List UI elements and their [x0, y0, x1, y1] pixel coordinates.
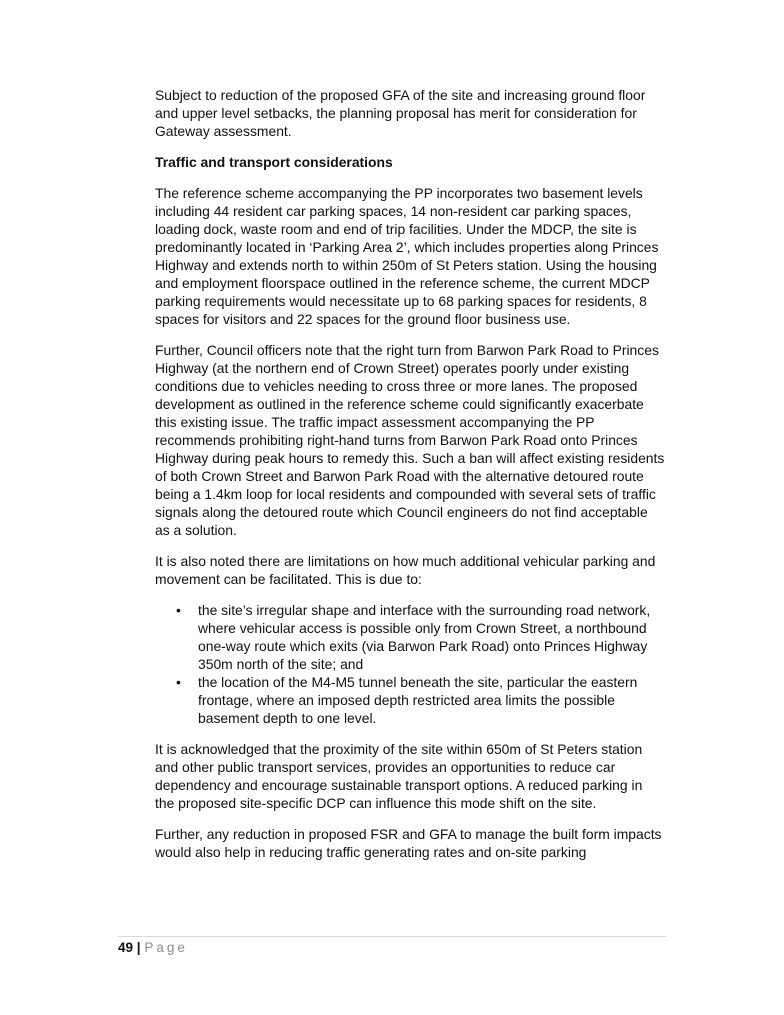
- list-item-text: the location of the M4-M5 tunnel beneath the site, particular the eastern frontage, where an imposed depth restricted area limits the possible basement depth to one level.: [198, 674, 638, 726]
- list-item-text: the site’s irregular shape and interface with the surrounding road network, where vehicular access is possible only from Crown Street, a northbound one-way route which exits (via Barwon Park Road) onto Princes Highway 350m north of the site; and: [198, 602, 651, 672]
- list-item: [155, 601, 665, 673]
- page-footer: [118, 939, 188, 957]
- paragraph-reference-scheme: The reference scheme accompanying the PP incorporates two basement levels including 44 resident car parking spaces, 14 non-resident car parking spaces, loading dock, waste room and end of trip facilities. Under the MDCP, the site is predominantly located in ‘Parking Area 2’, which includes properties along Princes Highway and extends north to within 250m of St Peters station. Using the housing and employment floorspace outlined in the reference scheme, the current MDCP parking requirements would necessitate up to 68 parking spaces for residents, 8 spaces for visitors and 22 spaces for the ground floor business use.: [155, 185, 659, 327]
- section-heading: Traffic and transport considerations: [155, 154, 393, 170]
- list-item: [155, 673, 665, 727]
- paragraph-gateway-merit: Subject to reduction of the proposed GFA of the site and increasing ground floor and upper level setbacks, the planning proposal has merit for consideration for Gateway assessment.: [155, 87, 646, 139]
- paragraph-fsr-reduction: Further, any reduction in proposed FSR and GFA to manage the built form impacts would also help in reducing traffic generating rates and on-site parking: [155, 826, 662, 860]
- footer-divider: [118, 936, 666, 937]
- bullet-icon: •: [176, 602, 181, 618]
- paragraph-limitations: It is also noted there are limitations on how much additional vehicular parking and movement can be facilitated. This is due to:: [155, 553, 656, 587]
- limitations-list: [155, 601, 665, 727]
- page-separator: |: [136, 940, 141, 955]
- page-number: 49: [118, 940, 134, 955]
- bullet-icon: •: [176, 674, 181, 690]
- paragraph-right-turn: Further, Council officers note that the right turn from Barwon Park Road to Princes Highway (at the northern end of Crown Street) operates poorly under existing conditions due to vehicles needing to cross three or more lanes. The proposed development as outlined in the reference scheme could significantly exacerbate this existing issue. The traffic impact assessment accompanying the PP recommends prohibiting right-hand turns from Barwon Park Road onto Princes Highway during peak hours to remedy this. Such a ban will affect existing residents of both Crown Street and Barwon Park Road with the alternative detoured route being a 1.4km loop for local residents and compounded with several sets of traffic signals along the detoured route which Council engineers do not find acceptable as a solution.: [155, 342, 665, 538]
- paragraph-proximity: It is acknowledged that the proximity of the site within 650m of St Peters station and other public transport services, provides an opportunities to reduce car dependency and encourage sustainable transport options. A reduced parking in the proposed site-specific DCP can influence this mode shift on the site.: [155, 741, 643, 811]
- page-body: [155, 86, 665, 874]
- page-label: Page: [144, 940, 188, 955]
